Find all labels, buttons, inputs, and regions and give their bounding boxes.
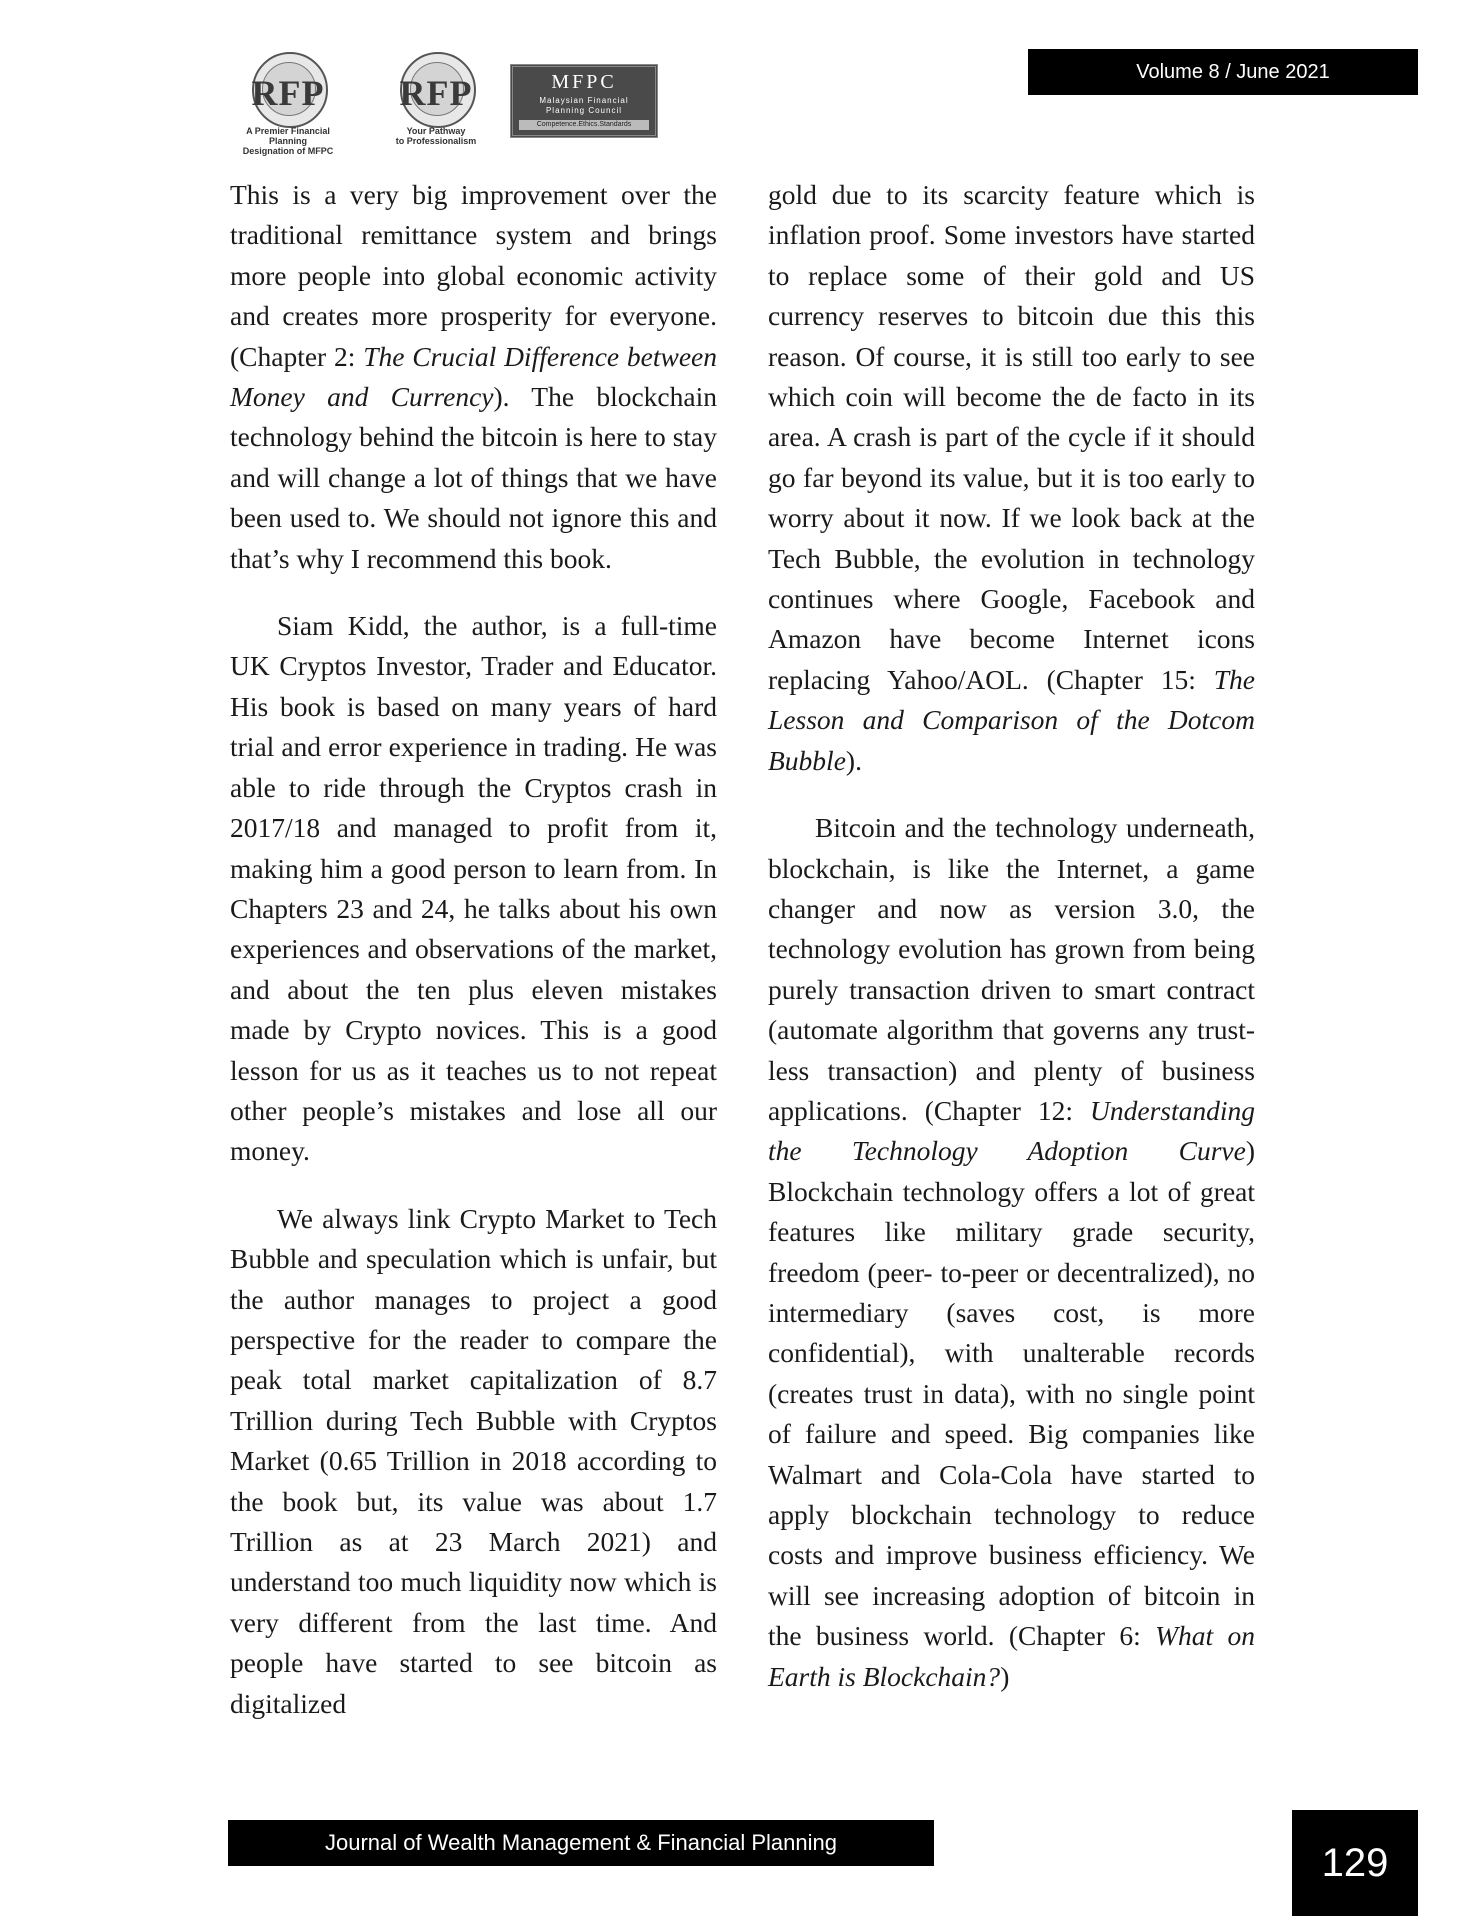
right-column <box>768 175 1255 1697</box>
paragraph: gold due to its scarcity feature which is inflation proof. Some investors have started to replace some of their gold and US currency reserves to bitcoin due this this reason. Of course, it is still too early to see which coin will become the de facto in its area. A crash is part of the cycle if it should go far beyond its value, but it is too early to worry about it now. If we look back at the Tech Bubble, the evolution in technology continues where Google, Facebook and Amazon have become Internet icons replacing Yahoo/AOL. (Chapter 15: The Lesson and Comparison of the Dotcom Bubble). <box>768 179 1255 776</box>
header-logos <box>228 50 668 155</box>
page-number: 129 <box>1292 1810 1418 1916</box>
rfp-mark: RFP <box>251 73 325 113</box>
paragraph: We always link Crypto Market to Tech Bubble and speculation which is unfair, but the author manages to project a good perspective for the reader to compare the peak total market capitalization of 8.7 Trillion during Tech Bubble with Cryptos Market (0.65 Trillion in 2018 according to the book but, its value was about 1.7 Trillion as at 23 March 2021) and understand too much liquidity now which is very different from the last time. And people have started to see bitcoin as digitalized <box>230 1202 717 1719</box>
rfp-logo <box>376 50 496 155</box>
mfpc-logo: MFPC Malaysian Financial Planning Council Competence.Ethics.Standards <box>510 64 658 138</box>
logo-caption: Your Pathway to Professionalism <box>395 126 477 146</box>
paragraph: This is a very big improvement over the traditional remittance system and brings more people into global economic activity and creates more prosperity for everyone. (Chapter 2: The Crucial Difference between Money and Currency). The blockchain technology behind the bitcoin is here to stay and will change a lot of things that we have been used to. We should not ignore this and that’s why I recommend this book. <box>230 179 718 574</box>
rfp-shariah-logo <box>228 50 348 155</box>
logo-caption: A Premier Financial Planning Designation of MFPC <box>242 126 334 156</box>
journal-footer: Journal of Wealth Management & Financial Planning <box>228 1820 934 1866</box>
volume-banner: Volume 8 / June 2021 <box>1028 49 1418 95</box>
rfp-mark: RFP <box>399 73 473 113</box>
paragraph: Siam Kidd, the author, is a full-time UK Cryptos Investor, Trader and Educator. His book is based on many years of hard trial and error experience in trading. He was able to ride through the Cryptos crash in 2017/18 and managed to profit from it, making him a good person to learn from. In Chapters 23 and 24, he talks about his own experiences and observations of the market, and about the ten plus eleven mistakes made by Crypto novices. This is a good lesson for us as it teaches us to not repeat other people’s mistakes and lose all our money. <box>230 610 717 1167</box>
left-column <box>230 175 717 1724</box>
paragraph: Bitcoin and the technology underneath, blockchain, is like the Internet, a game changer and now as version 3.0, the technology evolution has grown from being purely transaction driven to smart contract (automate algorithm that governs any trust-less transaction) and plenty of business applications. (Chapter 12: Understanding the Technology Adoption Curve) Blockchain technology offers a lot of great features like military grade security, freedom (peer- to-peer or decentralized), no intermediary (saves cost, is more confidential), with unalterable records (creates trust in data), with no single point of failure and speed. Big companies like Walmart and Cola-Cola have started to apply blockchain technology to reduce costs and improve business efficiency. We will see increasing adoption of bitcoin in the business world. (Chapter 6: What on Earth is Blockchain?) <box>768 812 1255 1692</box>
